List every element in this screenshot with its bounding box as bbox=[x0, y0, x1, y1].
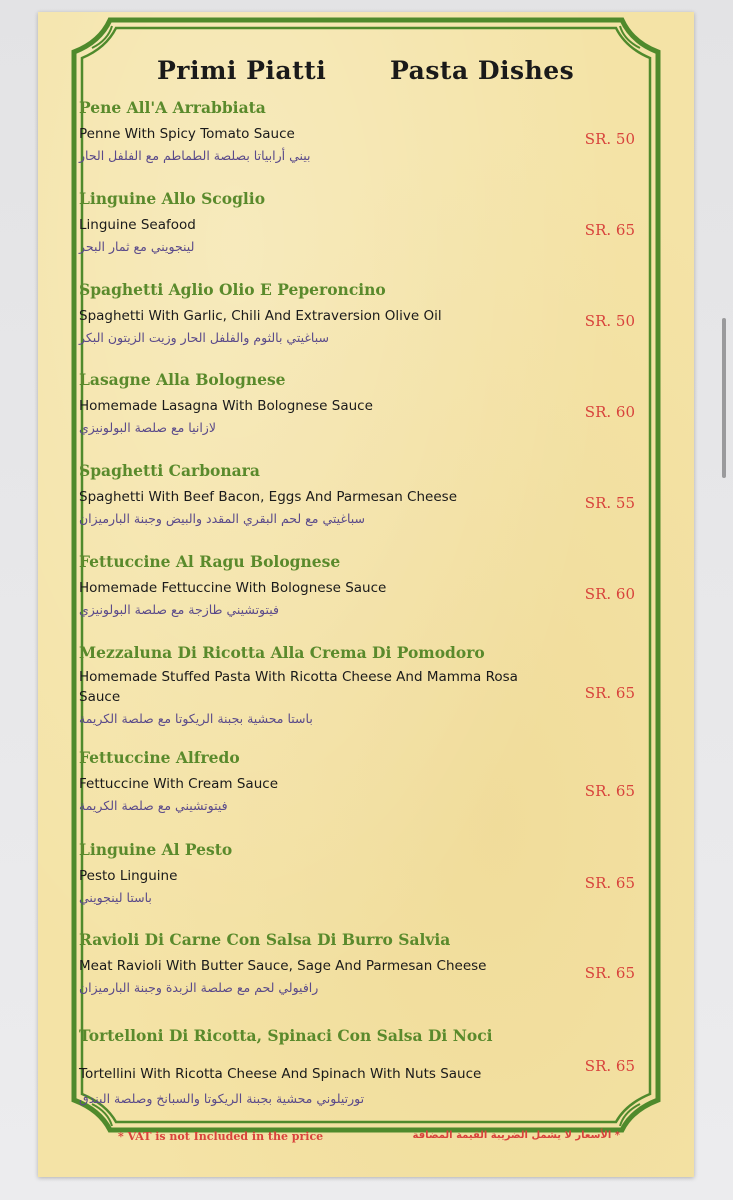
item-arabic: سباغيتي بالثوم والفلفل الحار وزيت الزيتون البكر bbox=[79, 330, 329, 345]
item-title: Fettuccine Al Ragu Bolognese bbox=[79, 552, 341, 571]
item-description: Linguine Seafood bbox=[79, 217, 196, 233]
menu-item bbox=[79, 461, 649, 528]
menu-item bbox=[79, 748, 649, 815]
menu-page bbox=[38, 12, 694, 1177]
item-arabic: فيتوتشيني طازجة مع صلصة البولونيزي bbox=[79, 602, 280, 617]
menu-headers bbox=[38, 56, 694, 96]
menu-item bbox=[79, 370, 649, 437]
vat-note-english: * VAT is not Included in the price bbox=[118, 1130, 324, 1143]
item-title: Spaghetti Aglio Olio E Peperoncino bbox=[79, 280, 386, 299]
item-arabic: تورتيلوني محشية بجبنة الريكوتا والسبانخ وصلصة البندق bbox=[79, 1091, 365, 1106]
item-title: Spaghetti Carbonara bbox=[79, 461, 260, 480]
item-price: SR. 65 bbox=[584, 1057, 635, 1075]
item-price: SR. 65 bbox=[584, 782, 635, 800]
item-description: Homemade Lasagna With Bolognese Sauce bbox=[79, 398, 373, 414]
header-english: Pasta Dishes bbox=[390, 56, 575, 85]
menu-item bbox=[79, 643, 649, 728]
item-description: Pesto Linguine bbox=[79, 868, 178, 884]
item-price: SR. 60 bbox=[584, 403, 635, 421]
item-arabic: فيتوتشيني مع صلصة الكريمة bbox=[79, 798, 228, 813]
menu-item bbox=[79, 280, 649, 347]
item-price: SR. 65 bbox=[584, 964, 635, 982]
header-italian: Primi Piatti bbox=[157, 56, 327, 85]
item-description: Fettuccine With Cream Sauce bbox=[79, 776, 278, 792]
item-price: SR. 50 bbox=[584, 312, 635, 330]
item-title: Linguine Allo Scoglio bbox=[79, 189, 266, 208]
item-description: Penne With Spicy Tomato Sauce bbox=[79, 126, 295, 142]
item-title: Linguine Al Pesto bbox=[79, 840, 233, 859]
item-arabic: باستا محشية بجبنة الريكوتا مع صلصة الكريمة bbox=[79, 711, 313, 726]
menu-item bbox=[79, 840, 649, 907]
item-description: Spaghetti With Garlic, Chili And Extraversion Olive Oil bbox=[79, 308, 442, 324]
scrollbar[interactable] bbox=[722, 318, 726, 478]
menu-item bbox=[79, 552, 649, 619]
item-description: Tortellini With Ricotta Cheese And Spinach With Nuts Sauce bbox=[79, 1066, 482, 1082]
menu-item bbox=[79, 1026, 649, 1108]
item-title: Mezzaluna Di Ricotta Alla Crema Di Pomodoro bbox=[79, 643, 485, 662]
item-title: Tortelloni Di Ricotta, Spinaci Con Salsa Di Noci bbox=[79, 1026, 493, 1045]
menu-item bbox=[79, 930, 649, 997]
item-description: Homemade Fettuccine With Bolognese Sauce bbox=[79, 580, 387, 596]
item-arabic: بيني أرابياتا بصلصة الطماطم مع الفلفل الحار bbox=[79, 148, 311, 163]
menu-footer bbox=[38, 1130, 694, 1148]
item-description: Meat Ravioli With Butter Sauce, Sage And Parmesan Cheese bbox=[79, 958, 487, 974]
item-title: Lasagne Alla Bolognese bbox=[79, 370, 286, 389]
item-title: Fettuccine Alfredo bbox=[79, 748, 240, 767]
item-arabic: سباغيتي مع لحم البقري المقدد والبيض وجبنة البارميزان bbox=[79, 511, 366, 526]
item-description: Homemade Stuffed Pasta With Ricotta Cheese And Mamma Rosa Sauce bbox=[79, 669, 518, 705]
item-price: SR. 60 bbox=[584, 585, 635, 603]
item-title: Pene All'A Arrabbiata bbox=[79, 98, 266, 117]
item-arabic: لازانيا مع صلصة البولونيزي bbox=[79, 420, 216, 435]
item-arabic: باستا لينجويني bbox=[79, 890, 152, 905]
item-price: SR. 50 bbox=[584, 130, 635, 148]
menu-item bbox=[79, 189, 649, 256]
menu-item bbox=[79, 98, 649, 165]
item-arabic: رافيولي لحم مع صلصة الزبدة وجبنة البارميزان bbox=[79, 980, 319, 995]
vat-note-arabic: * الأسعار لا يشمل الضريبة القيمة المضافة bbox=[412, 1130, 620, 1141]
item-price: SR. 65 bbox=[584, 221, 635, 239]
item-arabic: لينجويني مع ثمار البحر bbox=[79, 239, 195, 254]
item-price: SR. 65 bbox=[584, 684, 635, 702]
item-price: SR. 55 bbox=[584, 494, 635, 512]
item-title: Ravioli Di Carne Con Salsa Di Burro Salvia bbox=[79, 930, 451, 949]
item-description: Spaghetti With Beef Bacon, Eggs And Parmesan Cheese bbox=[79, 489, 457, 505]
item-price: SR. 65 bbox=[584, 874, 635, 892]
